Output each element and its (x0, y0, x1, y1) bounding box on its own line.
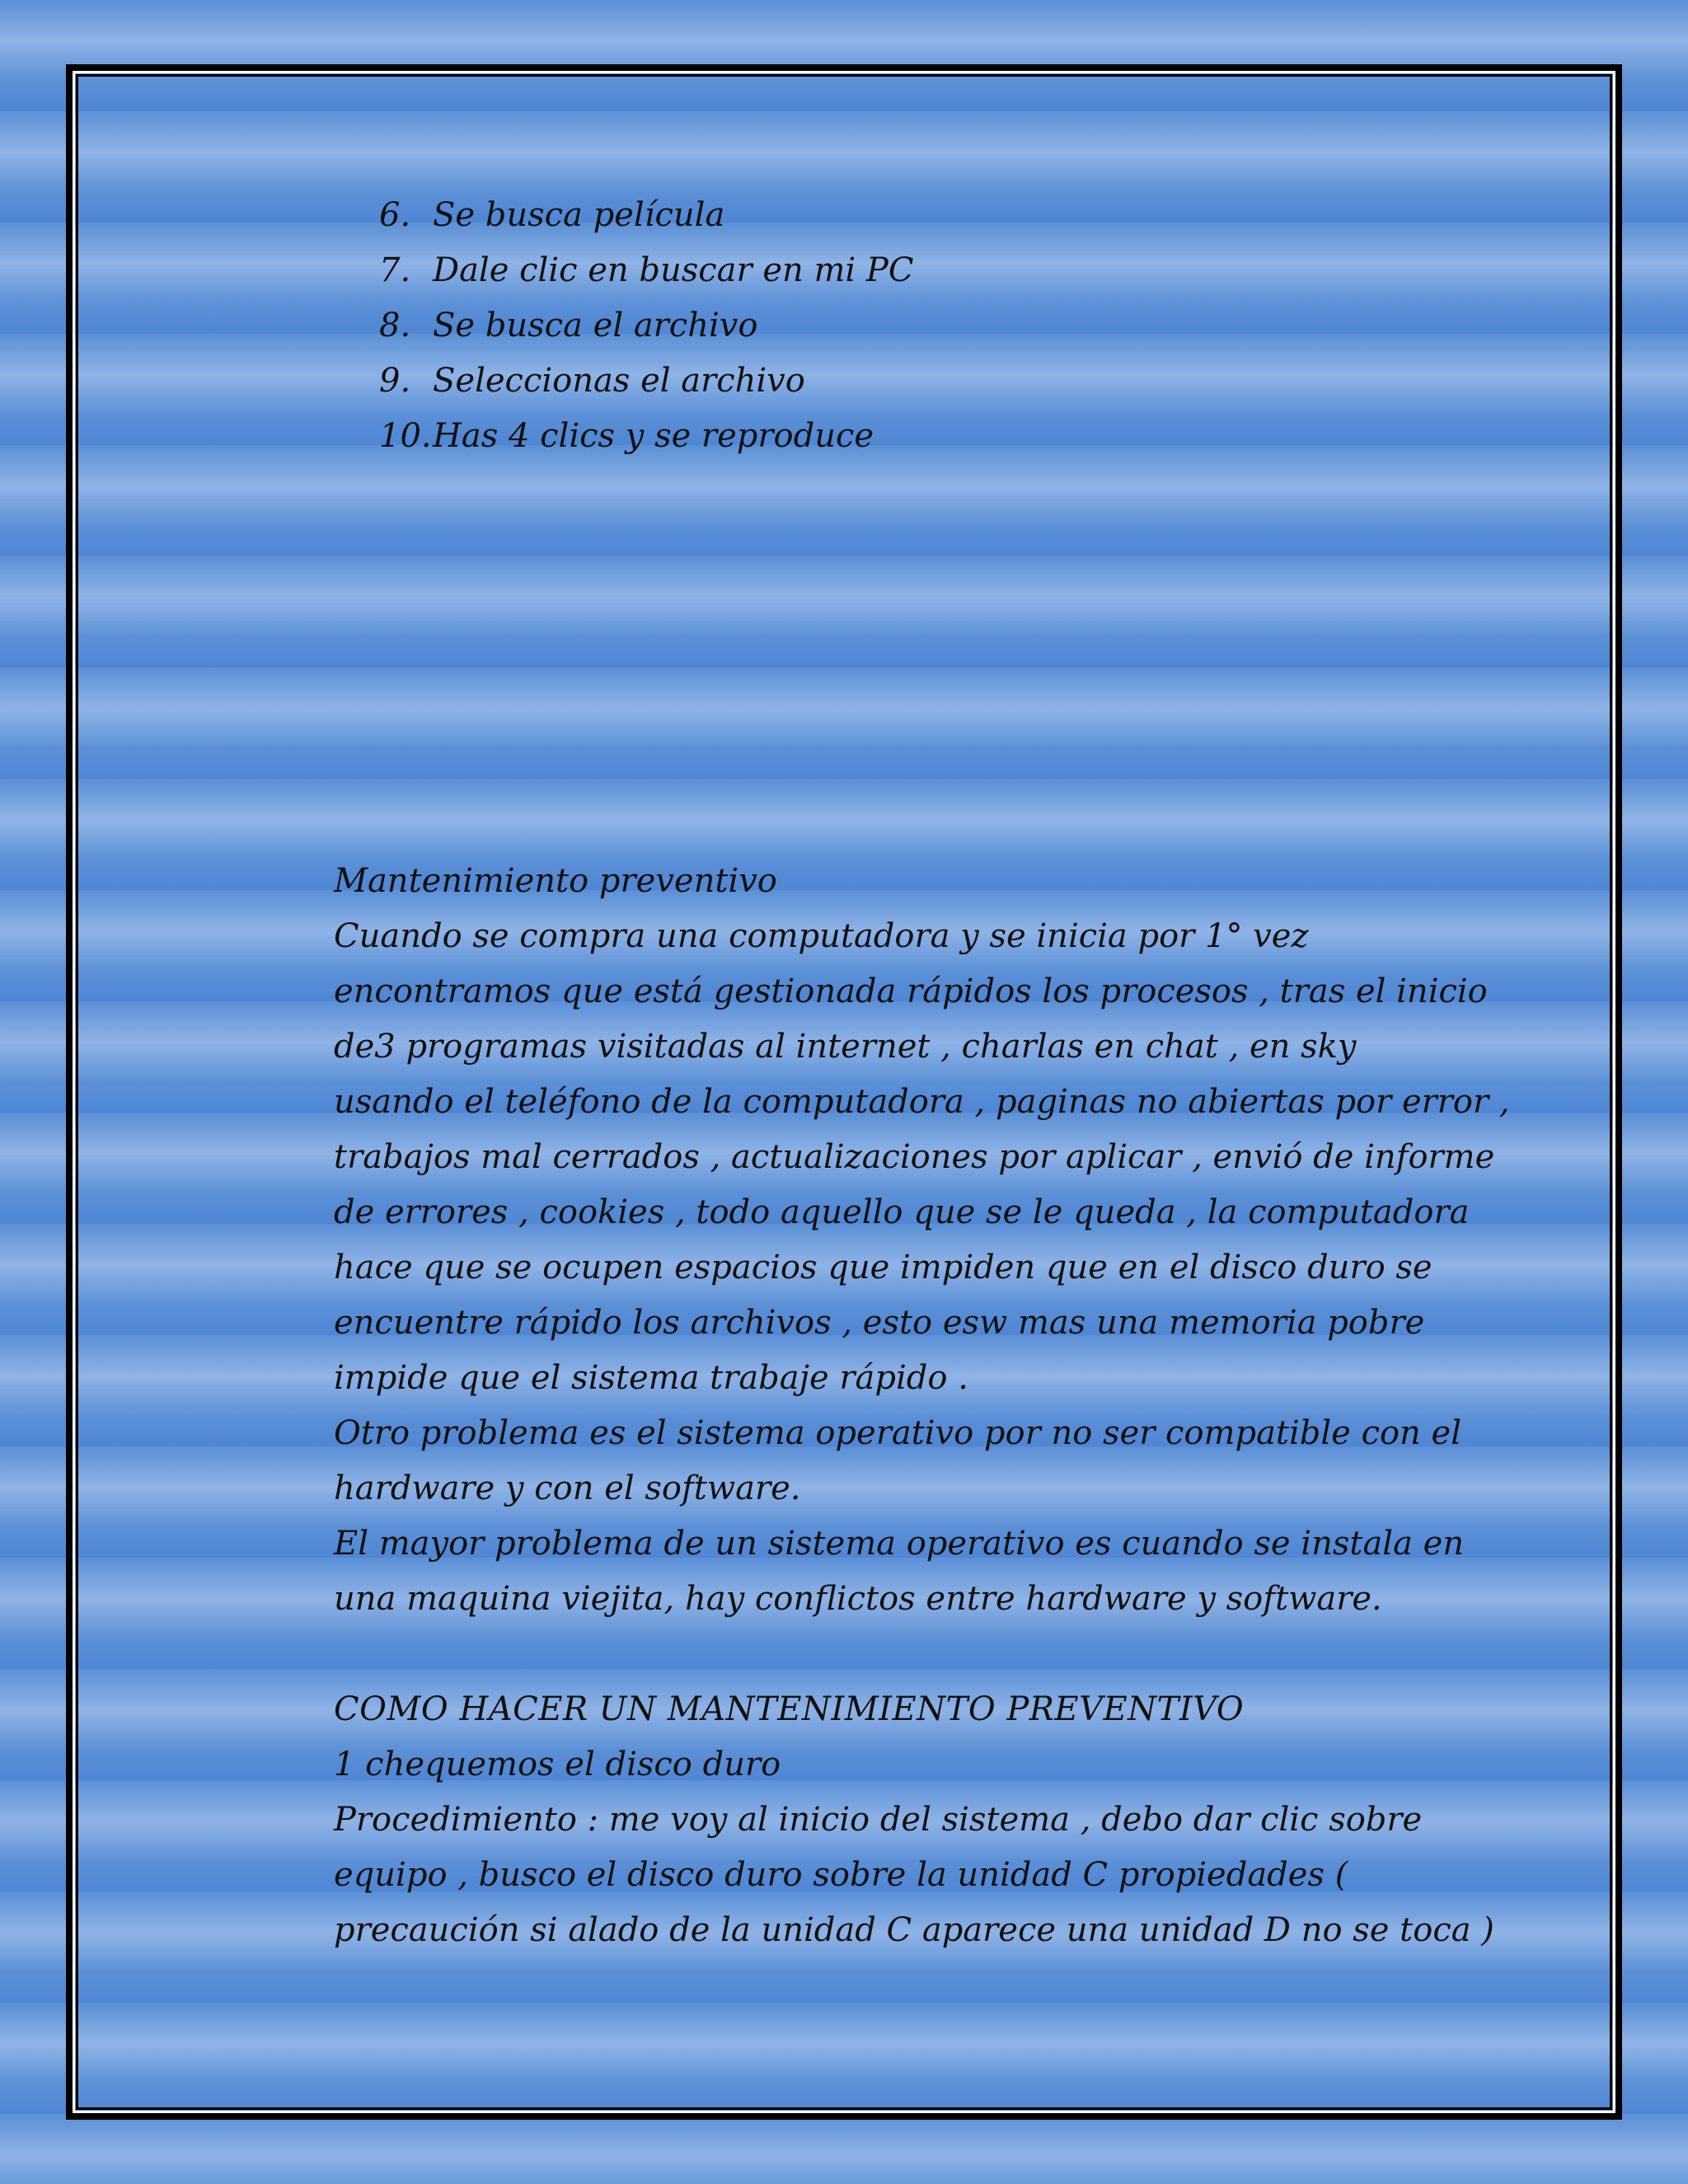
list-item-number: 9. (379, 362, 411, 400)
list-item-text: Se busca el archivo (433, 307, 758, 344)
paragraph-line: El mayor problema de un sistema operativo es cuando se instala en (334, 1525, 1465, 1563)
list-item (379, 188, 913, 243)
paragraph-line: encuentre rápido los archivos , esto esw mas una memoria pobre (334, 1304, 1425, 1342)
paragraph-line: Cuando se compra una computadora y se inicia por 1° vez (334, 917, 1309, 955)
list-item-number: 8. (379, 307, 411, 344)
list-item-text: Has 4 clics y se reproduce (433, 417, 874, 455)
list-item-text: Seleccionas el archivo (433, 362, 805, 400)
list-item-number: 6. (379, 196, 411, 234)
paragraph-line: 1 chequemos el disco duro (334, 1746, 781, 1783)
list-item-number: 7. (379, 251, 411, 289)
paragraph-line: trabajos mal cerrados , actualizaciones por aplicar , envió de informe (334, 1138, 1495, 1176)
paragraph-line: hace que se ocupen espacios que impiden que en el disco duro se (334, 1249, 1432, 1286)
list-item (379, 298, 913, 354)
paragraph-line: Procedimiento : me voy al inicio del sistema , debo dar clic sobre (334, 1801, 1423, 1839)
section-heading: COMO HACER UN MANTENIMIENTO PREVENTIVO (334, 1690, 1245, 1728)
list-item (379, 354, 913, 409)
steps-list (379, 188, 913, 464)
paragraph-line: una maquina viejita, hay conflictos entre hardware y software. (334, 1580, 1382, 1618)
list-item-number: 10. (379, 417, 432, 455)
paragraph-line: hardware y con el software. (334, 1469, 801, 1507)
paragraph-line: equipo , busco el disco duro sobre la unidad C propiedades ( (334, 1856, 1348, 1894)
list-item-text: Dale clic en buscar en mi PC (433, 251, 914, 289)
list-item (379, 243, 913, 298)
list-item (379, 409, 913, 464)
document-body (334, 854, 1510, 1958)
paragraph-line: usando el teléfono de la computadora , paginas no abiertas por error , (334, 1083, 1510, 1121)
paragraph-line: precaución si alado de la unidad C aparece una unidad D no se toca ) (334, 1911, 1494, 1949)
list-item-text: Se busca película (433, 196, 725, 234)
paragraph-line: Otro problema es el sistema operativo por no ser compatible con el (334, 1414, 1461, 1452)
section-title: Mantenimiento preventivo (334, 862, 777, 900)
paragraph-line: de3 programas visitadas al internet , charlas en chat , en sky (334, 1028, 1357, 1066)
paragraph-line: de errores , cookies , todo aquello que se le queda , la computadora (334, 1193, 1470, 1231)
paragraph-line: encontramos que está gestionada rápidos los procesos , tras el inicio (334, 972, 1488, 1010)
paragraph-line: impide que el sistema trabaje rápido . (334, 1359, 968, 1397)
paragraph-spacer (334, 1627, 1455, 1682)
